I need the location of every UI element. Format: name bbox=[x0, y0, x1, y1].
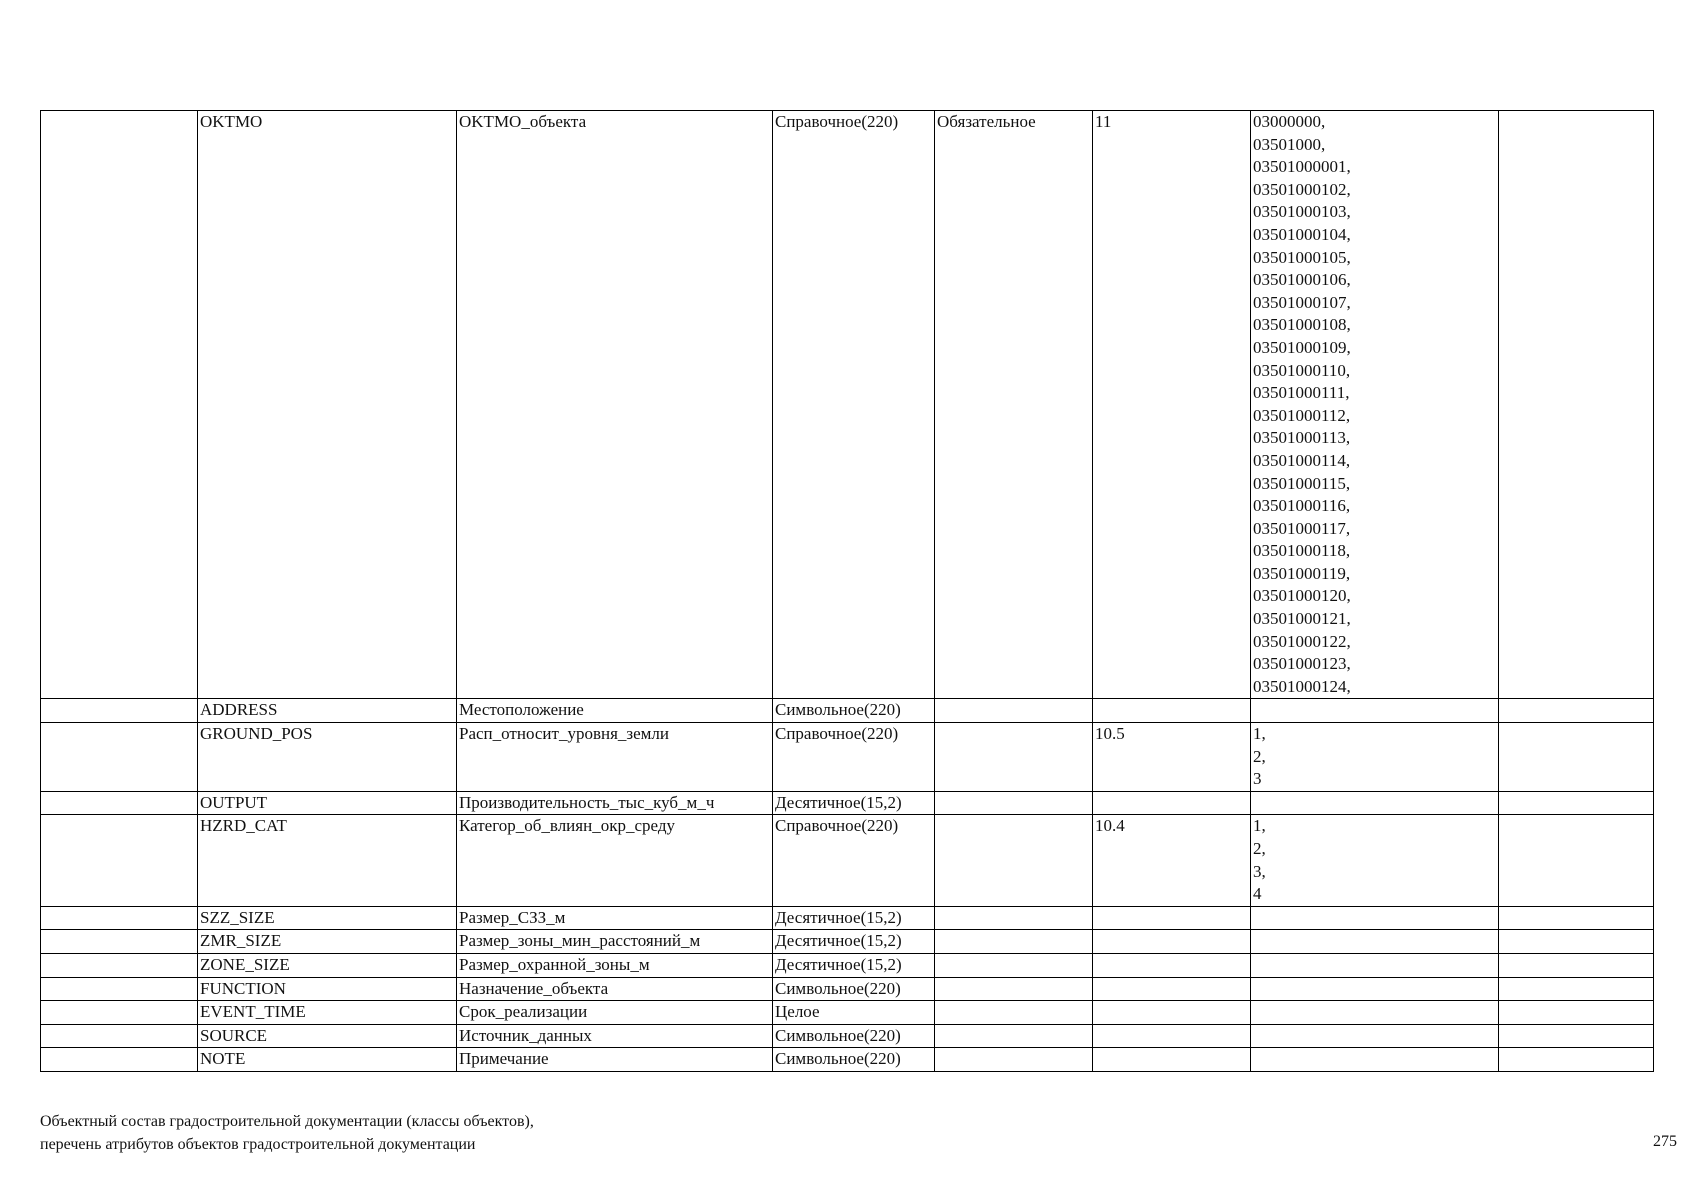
allowed-value: 03501000102, bbox=[1253, 179, 1351, 199]
attribute-required-cell bbox=[935, 953, 1093, 977]
attribute-values-cell bbox=[1251, 723, 1499, 792]
attribute-ref-cell bbox=[1093, 1048, 1251, 1072]
blank-cell bbox=[41, 815, 198, 906]
attribute-name-cell: Источник_данных bbox=[457, 1024, 773, 1048]
blank-cell bbox=[1499, 699, 1654, 723]
attribute-ref-cell: 10.5 bbox=[1093, 723, 1251, 792]
blank-cell bbox=[1499, 1048, 1654, 1072]
attribute-type-cell: Десятичное(15,2) bbox=[773, 953, 935, 977]
attribute-required-cell bbox=[935, 791, 1093, 815]
attribute-name-cell: Срок_реализации bbox=[457, 1001, 773, 1025]
table-row bbox=[41, 1024, 1654, 1048]
attribute-code-cell: ADDRESS bbox=[198, 699, 457, 723]
blank-cell bbox=[41, 723, 198, 792]
allowed-value: 1, bbox=[1253, 816, 1266, 836]
footer-line-2: перечень атрибутов объектов градостроительной документации bbox=[40, 1136, 476, 1153]
attribute-values-cell bbox=[1251, 906, 1499, 930]
blank-cell bbox=[1499, 815, 1654, 906]
attribute-type-cell: Десятичное(15,2) bbox=[773, 930, 935, 954]
attribute-type-cell: Целое bbox=[773, 1001, 935, 1025]
allowed-value: 03501000, bbox=[1253, 134, 1326, 154]
attribute-values-cell bbox=[1251, 699, 1499, 723]
attribute-name-cell: Размер_охранной_зоны_м bbox=[457, 953, 773, 977]
blank-cell bbox=[1499, 791, 1654, 815]
attribute-values-cell bbox=[1251, 953, 1499, 977]
table-row bbox=[41, 906, 1654, 930]
blank-cell bbox=[1499, 1024, 1654, 1048]
blank-cell bbox=[1499, 977, 1654, 1001]
attribute-name-cell: Назначение_объекта bbox=[457, 977, 773, 1001]
allowed-value: 03501000115, bbox=[1253, 473, 1351, 493]
allowed-value: 03501000106, bbox=[1253, 270, 1351, 290]
attribute-name-cell: Местоположение bbox=[457, 699, 773, 723]
attribute-code-cell: SZZ_SIZE bbox=[198, 906, 457, 930]
allowed-value: 03501000122, bbox=[1253, 631, 1351, 651]
attribute-required-cell bbox=[935, 815, 1093, 906]
blank-cell bbox=[1499, 1001, 1654, 1025]
allowed-value: 03501000108, bbox=[1253, 315, 1351, 335]
table-row bbox=[41, 815, 1654, 906]
allowed-value: 03501000001, bbox=[1253, 157, 1351, 177]
attribute-name-cell: Расп_относит_уровня_земли bbox=[457, 723, 773, 792]
blank-cell bbox=[1499, 111, 1654, 699]
blank-cell bbox=[41, 791, 198, 815]
allowed-value: 03501000104, bbox=[1253, 224, 1351, 244]
attribute-code-cell: HZRD_CAT bbox=[198, 815, 457, 906]
table-row bbox=[41, 953, 1654, 977]
allowed-value: 03000000, bbox=[1253, 112, 1326, 131]
attribute-ref-cell bbox=[1093, 699, 1251, 723]
attribute-type-cell: Справочное(220) bbox=[773, 815, 935, 906]
attribute-values-cell bbox=[1251, 1001, 1499, 1025]
allowed-value: 03501000119, bbox=[1253, 563, 1351, 583]
attribute-code-cell: FUNCTION bbox=[198, 977, 457, 1001]
attribute-values-cell bbox=[1251, 1048, 1499, 1072]
attribute-required-cell bbox=[935, 930, 1093, 954]
table-row bbox=[41, 723, 1654, 792]
attribute-name-cell: Размер_зоны_мин_расстояний_м bbox=[457, 930, 773, 954]
attribute-code-cell: ZMR_SIZE bbox=[198, 930, 457, 954]
allowed-value: 1, bbox=[1253, 724, 1266, 744]
attribute-type-cell: Десятичное(15,2) bbox=[773, 791, 935, 815]
attribute-type-cell: Десятичное(15,2) bbox=[773, 906, 935, 930]
allowed-value: 4 bbox=[1253, 884, 1262, 904]
allowed-value: 03501000123, bbox=[1253, 654, 1351, 674]
allowed-value: 03501000109, bbox=[1253, 337, 1351, 357]
attribute-name-cell: OKTMO_объекта bbox=[457, 111, 773, 699]
attribute-ref-cell bbox=[1093, 791, 1251, 815]
attribute-type-cell: Символьное(220) bbox=[773, 1048, 935, 1072]
allowed-value: 03501000112, bbox=[1253, 405, 1351, 425]
blank-cell bbox=[41, 699, 198, 723]
allowed-value: 03501000105, bbox=[1253, 247, 1351, 267]
attribute-type-cell: Символьное(220) bbox=[773, 977, 935, 1001]
attribute-ref-cell bbox=[1093, 1024, 1251, 1048]
attribute-values-cell bbox=[1251, 977, 1499, 1001]
attribute-ref-cell bbox=[1093, 953, 1251, 977]
attribute-name-cell: Категор_об_влиян_окр_среду bbox=[457, 815, 773, 906]
attribute-name-cell: Размер_СЗЗ_м bbox=[457, 906, 773, 930]
attribute-ref-cell bbox=[1093, 930, 1251, 954]
allowed-value: 03501000113, bbox=[1253, 428, 1351, 448]
attribute-required-cell bbox=[935, 906, 1093, 930]
table-row bbox=[41, 1001, 1654, 1025]
allowed-value: 03501000114, bbox=[1253, 450, 1351, 470]
allowed-value: 03501000118, bbox=[1253, 541, 1351, 561]
table-body bbox=[41, 111, 1654, 1072]
blank-cell bbox=[41, 1024, 198, 1048]
attribute-ref-cell: 11 bbox=[1093, 111, 1251, 699]
attribute-required-cell bbox=[935, 699, 1093, 723]
allowed-value: 03501000110, bbox=[1253, 360, 1351, 380]
blank-cell bbox=[1499, 723, 1654, 792]
attribute-code-cell: OKTMO bbox=[198, 111, 457, 699]
allowed-value: 03501000117, bbox=[1253, 518, 1351, 538]
allowed-value: 03501000121, bbox=[1253, 609, 1351, 629]
attribute-required-cell bbox=[935, 1024, 1093, 1048]
attribute-name-cell: Производительность_тыс_куб_м_ч bbox=[457, 791, 773, 815]
allowed-value: 2, bbox=[1253, 839, 1266, 858]
blank-cell bbox=[1499, 953, 1654, 977]
allowed-value: 03501000111, bbox=[1253, 383, 1350, 403]
blank-cell bbox=[1499, 930, 1654, 954]
blank-cell bbox=[41, 111, 198, 699]
allowed-value: 3, bbox=[1253, 861, 1266, 881]
table-row bbox=[41, 1048, 1654, 1072]
blank-cell bbox=[41, 1048, 198, 1072]
allowed-value: 03501000107, bbox=[1253, 292, 1351, 312]
attribute-ref-cell: 10.4 bbox=[1093, 815, 1251, 906]
footer-line-1: Объектный состав градостроительной документации (классы объектов), bbox=[40, 1113, 534, 1130]
attribute-type-cell: Справочное(220) bbox=[773, 111, 935, 699]
table-row bbox=[41, 111, 1654, 699]
table-row bbox=[41, 930, 1654, 954]
table-row bbox=[41, 977, 1654, 1001]
page-number: 275 bbox=[1653, 1133, 1677, 1150]
allowed-value: 03501000120, bbox=[1253, 586, 1351, 606]
attribute-code-cell: SOURCE bbox=[198, 1024, 457, 1048]
blank-cell bbox=[41, 930, 198, 954]
attribute-ref-cell bbox=[1093, 1001, 1251, 1025]
blank-cell bbox=[41, 977, 198, 1001]
attribute-required-cell bbox=[935, 1048, 1093, 1072]
allowed-value: 03501000103, bbox=[1253, 202, 1351, 222]
attribute-ref-cell bbox=[1093, 977, 1251, 1001]
attribute-required-cell bbox=[935, 1001, 1093, 1025]
attribute-code-cell: GROUND_POS bbox=[198, 723, 457, 792]
attribute-type-cell: Символьное(220) bbox=[773, 699, 935, 723]
attribute-values-cell bbox=[1251, 815, 1499, 906]
allowed-value: 03501000124, bbox=[1253, 676, 1351, 696]
attribute-code-cell: EVENT_TIME bbox=[198, 1001, 457, 1025]
allowed-value: 03501000116, bbox=[1253, 496, 1351, 516]
blank-cell bbox=[41, 906, 198, 930]
attribute-code-cell: ZONE_SIZE bbox=[198, 953, 457, 977]
blank-cell bbox=[41, 1001, 198, 1025]
attribute-type-cell: Справочное(220) bbox=[773, 723, 935, 792]
attribute-required-cell: Обязательное bbox=[935, 111, 1093, 699]
blank-cell bbox=[41, 953, 198, 977]
attribute-values-cell bbox=[1251, 1024, 1499, 1048]
attribute-required-cell bbox=[935, 723, 1093, 792]
table-row bbox=[41, 699, 1654, 723]
attribute-code-cell: OUTPUT bbox=[198, 791, 457, 815]
attribute-values-cell bbox=[1251, 111, 1499, 699]
attribute-name-cell: Примечание bbox=[457, 1048, 773, 1072]
attribute-ref-cell bbox=[1093, 906, 1251, 930]
attribute-table bbox=[40, 110, 1654, 1072]
attribute-required-cell bbox=[935, 977, 1093, 1001]
attribute-code-cell: NOTE bbox=[198, 1048, 457, 1072]
allowed-value: 2, bbox=[1253, 746, 1266, 766]
blank-cell bbox=[1499, 906, 1654, 930]
attribute-values-cell bbox=[1251, 930, 1499, 954]
attribute-values-cell bbox=[1251, 791, 1499, 815]
attribute-type-cell: Символьное(220) bbox=[773, 1024, 935, 1048]
table-row bbox=[41, 791, 1654, 815]
footer-caption bbox=[40, 1110, 534, 1156]
allowed-value: 3 bbox=[1253, 769, 1262, 789]
